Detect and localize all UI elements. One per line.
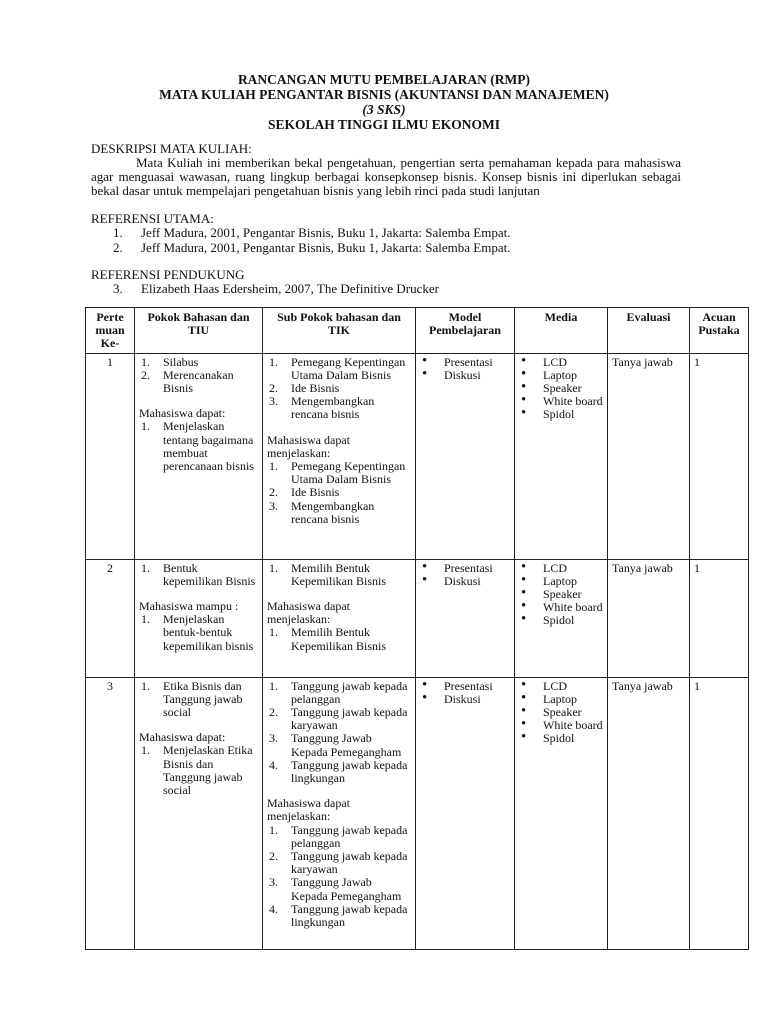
header-model-pembelajaran: Model Pembelajaran bbox=[416, 308, 515, 354]
list-item: 1. Bentuk kepemilikan Bisnis bbox=[141, 560, 256, 588]
cell-media bbox=[515, 353, 608, 559]
list-item: • Laptop bbox=[519, 369, 603, 382]
list-item: 1. Jeff Madura, 2001, Pengantar Bisnis, Buku 1, Jakarta: Salemba Empat. bbox=[113, 225, 511, 240]
list-item: 1. Memilih Bentuk Kepemilikan Bisnis bbox=[269, 625, 386, 653]
list-item: 2. Tanggung jawab kepada karyawan bbox=[269, 849, 408, 877]
cell-pertemuan: 3 bbox=[86, 677, 135, 949]
tiu-intro: Mahasiswa dapat: bbox=[139, 406, 226, 421]
list-item: • Speaker bbox=[519, 706, 603, 719]
list-item: • White board bbox=[519, 719, 603, 732]
tik-intro: Mahasiswa dapat menjelaskan: bbox=[267, 432, 350, 460]
list-item: 1. Menjelaskan Etika Bisnis dan Tanggung jawab social bbox=[141, 743, 253, 798]
list-item: • Spidol bbox=[519, 732, 603, 745]
list-item: • LCD bbox=[519, 680, 603, 693]
list-item: 1. Memilih Bentuk Kepemilikan Bisnis bbox=[269, 560, 386, 588]
list-item: 2. Ide Bisnis bbox=[269, 485, 340, 500]
cell-media bbox=[515, 559, 608, 677]
list-item: 1. Tanggung jawab kepada pelanggan bbox=[269, 678, 408, 706]
deskripsi-text: Mata Kuliah ini memberikan bekal pengetahuan, pengertian serta pemahaman kepada para mahasiswa agar menguasai wawasan, ruang lingkup berbagai konsepkonsep bisnis. Konsep bisnis ini diperlukan sebagai bekal dasar untuk mempelajari pengetahuan bisnis yang lebih rinci pada studi lanjutan bbox=[91, 155, 681, 198]
list-item: • White board bbox=[519, 395, 603, 408]
title-line-4: SEKOLAH TINGGI ILMU EKONOMI bbox=[268, 117, 500, 132]
list-item: 1. Silabus bbox=[141, 354, 199, 369]
tik-intro: Mahasiswa dapat menjelaskan: bbox=[267, 796, 350, 824]
header-evaluasi: Evaluasi bbox=[608, 308, 690, 354]
list-item: 1. Menjelaskan tentang bagaimana membuat perencanaan bisnis bbox=[141, 419, 254, 474]
header-pokok-bahasan: Pokok Bahasan dan TIU bbox=[135, 308, 263, 354]
list-item: • Speaker bbox=[519, 382, 603, 395]
list-item: 1. Pemegang Kepentingan Utama Dalam Bisnis bbox=[269, 459, 406, 487]
cell-sub-pokok-bahasan bbox=[263, 677, 416, 949]
list-item: 2. Tanggung jawab kepada karyawan bbox=[269, 705, 408, 733]
title-line-1: RANCANGAN MUTU PEMBELAJARAN (RMP) bbox=[237, 72, 531, 87]
list-item: 1. Pemegang Kepentingan Utama Dalam Bisnis bbox=[269, 354, 406, 382]
cell-evaluasi: Tanya jawab bbox=[608, 677, 690, 949]
title-line-2: MATA KULIAH PENGANTAR BISNIS (AKUNTANSI DAN MANAJEMEN) bbox=[159, 87, 609, 102]
cell-pokok-bahasan bbox=[135, 353, 263, 559]
cell-pertemuan: 1 bbox=[86, 353, 135, 559]
rmp-table bbox=[85, 307, 749, 950]
list-item: • Spidol bbox=[519, 408, 603, 421]
cell-acuan-pustaka: 1 bbox=[690, 559, 749, 677]
cell-model-pembelajaran bbox=[416, 353, 515, 559]
list-item: 1. Menjelaskan bentuk-bentuk kepemilikan bisnis bbox=[141, 612, 254, 653]
list-item: • Laptop bbox=[519, 575, 603, 588]
tiu-intro: Mahasiswa dapat: bbox=[139, 730, 226, 745]
list-item: • LCD bbox=[519, 356, 603, 369]
list-item: • Presentasi bbox=[420, 562, 510, 575]
title-line-3: (3 SKS) bbox=[362, 102, 406, 117]
cell-pertemuan: 2 bbox=[86, 559, 135, 677]
cell-model-pembelajaran bbox=[416, 559, 515, 677]
referensi-utama-list bbox=[91, 226, 681, 255]
cell-sub-pokok-bahasan bbox=[263, 353, 416, 559]
header-acuan-pustaka: Acuan Pustaka bbox=[690, 308, 749, 354]
list-item: 3. Mengembangkan rencana bisnis bbox=[269, 498, 375, 526]
referensi-utama-section bbox=[91, 212, 681, 255]
list-item: • Laptop bbox=[519, 693, 603, 706]
tik-intro: Mahasiswa dapat menjelaskan: bbox=[267, 599, 350, 627]
cell-evaluasi: Tanya jawab bbox=[608, 353, 690, 559]
header-pertemuan: Perte muan Ke- bbox=[86, 308, 135, 354]
list-item: • Diskusi bbox=[420, 369, 510, 382]
table-row bbox=[86, 559, 749, 677]
list-item: • Diskusi bbox=[420, 575, 510, 588]
table-header-row bbox=[86, 308, 749, 354]
cell-pokok-bahasan bbox=[135, 677, 263, 949]
cell-media bbox=[515, 677, 608, 949]
referensi-utama-heading: REFERENSI UTAMA: bbox=[91, 211, 214, 226]
list-item: • LCD bbox=[519, 562, 603, 575]
cell-sub-pokok-bahasan bbox=[263, 559, 416, 677]
referensi-pendukung-list bbox=[91, 282, 681, 297]
cell-model-pembelajaran bbox=[416, 677, 515, 949]
deskripsi-heading: DESKRIPSI MATA KULIAH: bbox=[91, 141, 252, 156]
header-media: Media bbox=[515, 308, 608, 354]
cell-acuan-pustaka: 1 bbox=[690, 677, 749, 949]
list-item: • White board bbox=[519, 601, 603, 614]
list-item: 3. Tanggung Jawab Kepada Pemegangham bbox=[269, 731, 402, 759]
list-item: 3. Elizabeth Haas Edersheim, 2007, The Definitive Drucker bbox=[113, 281, 439, 296]
deskripsi-section bbox=[91, 142, 681, 198]
list-item: 4. Tanggung jawab kepada lingkungan bbox=[269, 757, 408, 786]
cell-acuan-pustaka: 1 bbox=[690, 353, 749, 559]
cell-pokok-bahasan bbox=[135, 559, 263, 677]
list-item: 2. Merencanakan Bisnis bbox=[141, 367, 234, 396]
cell-evaluasi: Tanya jawab bbox=[608, 559, 690, 677]
table-row bbox=[86, 353, 749, 559]
list-item: 1. Tanggung jawab kepada pelanggan bbox=[269, 822, 408, 850]
tiu-intro: Mahasiswa mampu : bbox=[139, 599, 239, 614]
list-item: 4. Tanggung jawab kepada lingkungan bbox=[269, 901, 408, 930]
list-item: • Spidol bbox=[519, 614, 603, 627]
list-item: • Presentasi bbox=[420, 356, 510, 369]
list-item: 2. Ide Bisnis bbox=[269, 381, 340, 396]
referensi-pendukung-section bbox=[91, 268, 681, 297]
list-item: 1. Etika Bisnis dan Tanggung jawab social bbox=[141, 678, 243, 720]
list-item: • Diskusi bbox=[420, 693, 510, 706]
table-row bbox=[86, 677, 749, 949]
header-sub-pokok-bahasan: Sub Pokok bahasan dan TIK bbox=[263, 308, 416, 354]
list-item: 3. Tanggung Jawab Kepada Pemegangham bbox=[269, 875, 402, 903]
document-title-block bbox=[0, 72, 768, 132]
referensi-pendukung-heading: REFERENSI PENDUKUNG bbox=[91, 267, 245, 282]
list-item: • Presentasi bbox=[420, 680, 510, 693]
list-item: 2. Jeff Madura, 2001, Pengantar Bisnis, Buku 1, Jakarta: Salemba Empat. bbox=[113, 239, 511, 255]
list-item: 3. Mengembangkan rencana bisnis bbox=[269, 394, 375, 422]
list-item: • Speaker bbox=[519, 588, 603, 601]
